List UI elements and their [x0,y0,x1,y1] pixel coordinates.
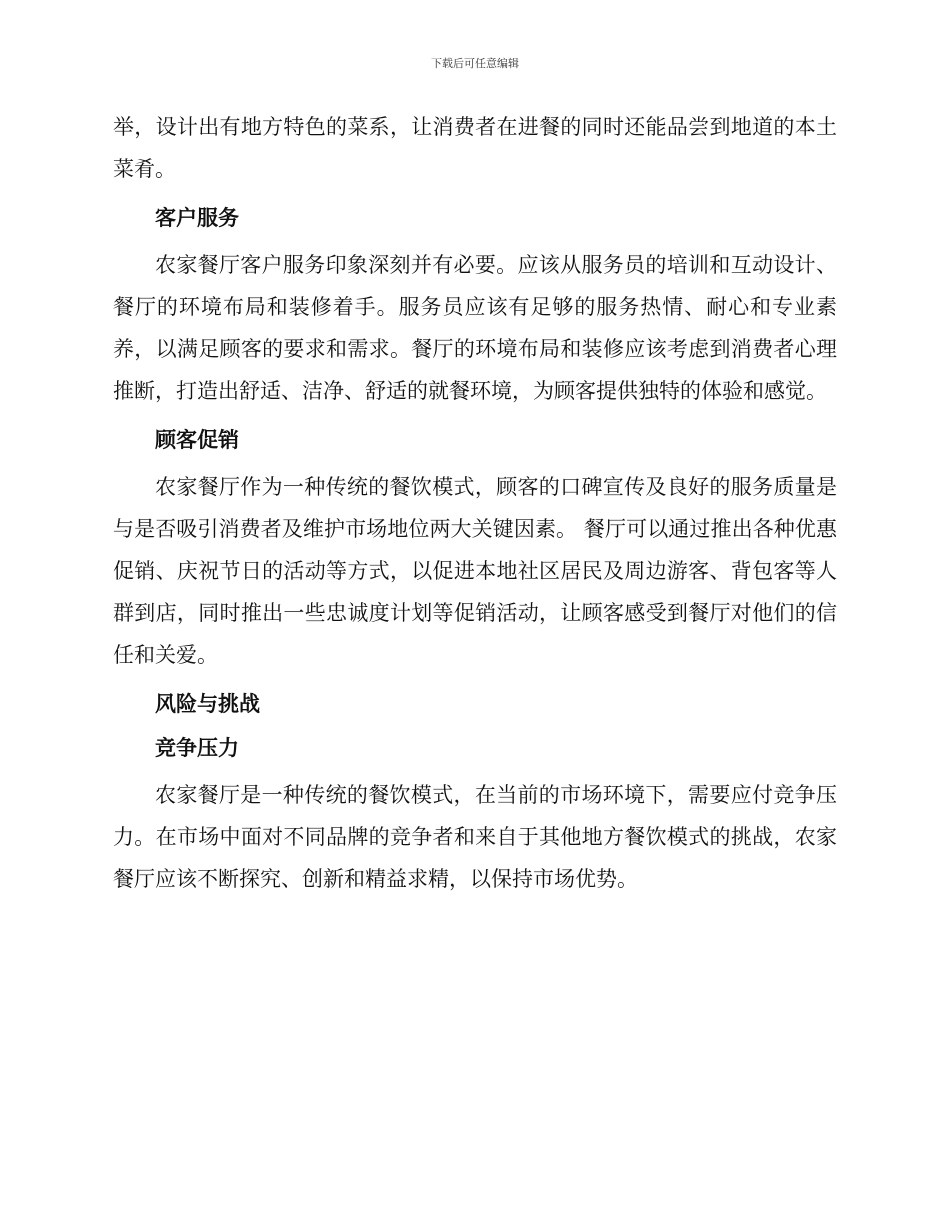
competition-paragraph: 农家餐厅是一种传统的餐饮模式，在当前的市场环境下，需要应付竞争压力。在市场中面对不同品牌的竞争者和来自于其他地方餐饮模式的挑战，农家餐厅应该不断探究、创新和精益求精，以保持市场优势。 [113,783,837,891]
customer-service-paragraph: 农家餐厅客户服务印象深刻并有必要。应该从服务员的培训和互动设计、餐厅的环境布局和装修着手。服务员应该有足够的服务热情、耐心和专业素养，以满足顾客的要求和需求。餐厅的环境布局和装修应该考虑到消费者心理推断，打造出舒适、洁净、舒适的就餐环境，为顾客提供独特的体验和感觉。 [113,253,837,403]
intro-paragraph: 举，设计出有地方特色的菜系，让消费者在进餐的同时还能品尝到地道的本土菜肴。 [113,115,837,181]
heading-promotion: 顾客促销 [155,427,239,452]
heading-customer-service: 客户服务 [155,205,239,230]
heading-risk: 风险与挑战 [155,691,260,716]
page-header-note: 下载后可任意编辑 [431,57,519,70]
heading-competition: 竞争压力 [155,735,239,760]
promotion-paragraph: 农家餐厅作为一种传统的餐饮模式，顾客的口碑宣传及良好的服务质量是与是否吸引消费者及维护市场地位两大关键因素。 餐厅可以通过推出各种优惠促销、庆祝节日的活动等方式，以促进本地社区居民及周边游客、背包客等人群到店，同时推出一些忠诚度计划等促销活动，让顾客感受到餐厅对他们的信任和关爱。 [113,475,837,667]
document-body [113,106,837,900]
